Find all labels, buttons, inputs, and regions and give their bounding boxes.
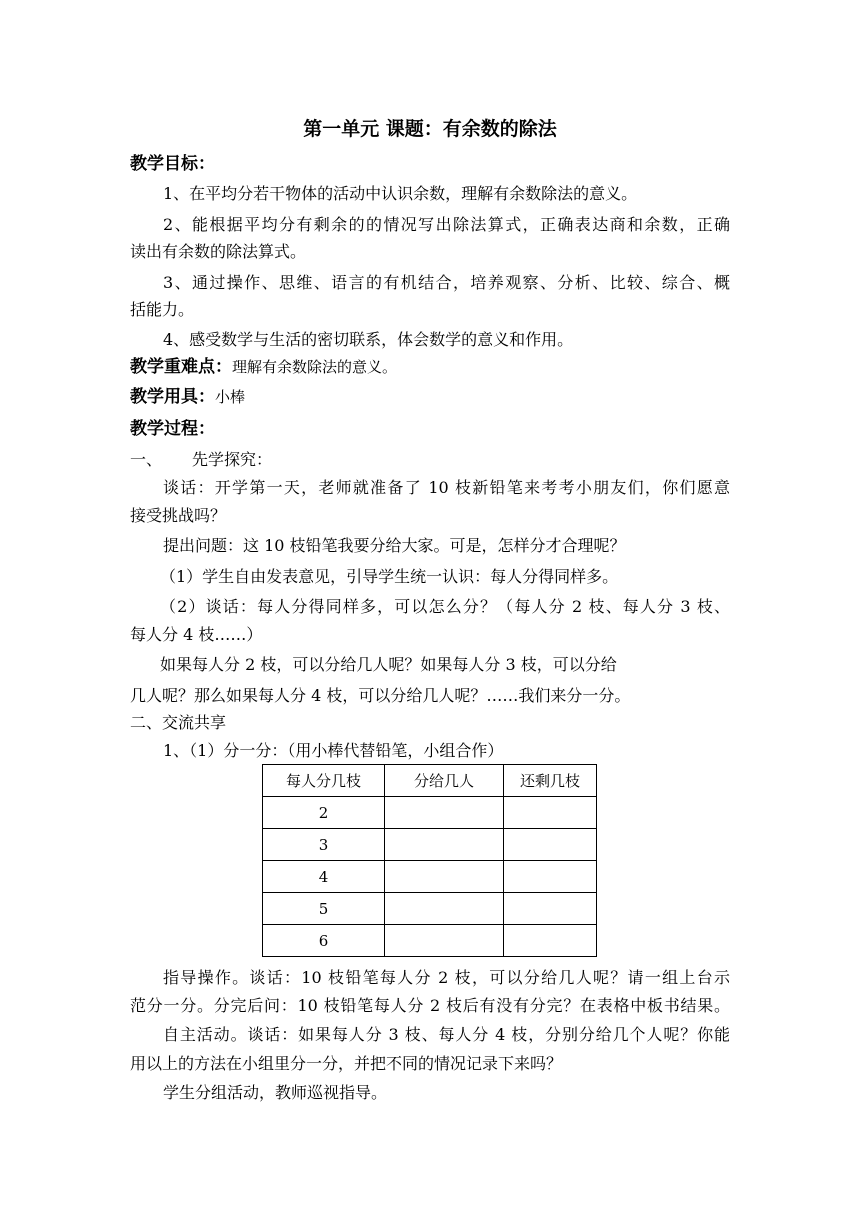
table-cell: 4 <box>263 861 385 893</box>
section-1-title: 先学探究： <box>192 450 273 469</box>
table-cell <box>504 925 597 957</box>
paragraph-7-line-1: 自主活动。谈话：如果每人分 3 枝、每人分 4 枝，分别分给几个人呢？你能 <box>163 1025 730 1044</box>
table-header-people: 分给几人 <box>385 765 504 797</box>
table-cell <box>504 829 597 861</box>
table-cell: 2 <box>263 797 385 829</box>
paragraph-8: 学生分组活动，教师巡视指导。 <box>163 1083 388 1102</box>
table-cell <box>385 829 504 861</box>
table-cell <box>385 893 504 925</box>
table-cell: 5 <box>263 893 385 925</box>
paragraph-5-line-2: 几人呢？那么如果每人分 4 枝，可以分给几人呢？……我们来分一分。 <box>130 686 631 705</box>
paragraph-5-line-1: 如果每人分 2 枝，可以分给几人呢？如果每人分 3 枝，可以分给 <box>160 655 617 674</box>
table-header-remainder: 还剩几枝 <box>504 765 597 797</box>
goal-item-3-line-1: 3、通过操作、思维、语言的有机结合，培养观察、分析、比较、综合、概 <box>163 273 730 292</box>
table-row <box>263 893 597 925</box>
table-cell <box>385 925 504 957</box>
goal-item-2-line-2: 读出有余数的除法算式。 <box>130 242 307 261</box>
paragraph-7-line-2: 用以上的方法在小组里分一分，并把不同的情况记录下来吗？ <box>130 1054 563 1073</box>
step-1: 1、（1）分一分：（用小棒代替铅笔，小组合作） <box>163 741 504 760</box>
table-row <box>263 797 597 829</box>
page-title: 第一单元 课题：有余数的除法 <box>303 118 557 140</box>
table-cell: 6 <box>263 925 385 957</box>
paragraph-4-line-1: （2）谈话：每人分得同样多，可以怎么分？（每人分 2 枝、每人分 3 枝、 <box>160 597 730 616</box>
paragraph-6-line-2: 范分一分。分完后问：10 枝铅笔每人分 2 枝后有没有分完？在表格中板书结果。 <box>130 996 730 1015</box>
table-cell: 3 <box>263 829 385 861</box>
table-row <box>263 861 597 893</box>
paragraph-1-line-1: 谈话：开学第一天，老师就准备了 10 枝新铅笔来考考小朋友们，你们愿意 <box>163 478 730 497</box>
key-point <box>130 356 397 378</box>
paragraph-3: （1）学生自由发表意见，引导学生统一认识：每人分得同样多。 <box>160 567 619 586</box>
goal-item-2-line-1: 2、能根据平均分有剩余的的情况写出除法算式，正确表达商和余数，正确 <box>163 215 730 234</box>
paragraph-1-line-2: 接受挑战吗？ <box>130 506 227 525</box>
table-cell <box>504 797 597 829</box>
allocation-table <box>262 764 597 957</box>
tools-value: 小棒 <box>215 388 246 406</box>
paragraph-6-line-1: 指导操作。谈话：10 枝铅笔每人分 2 枝，可以分给几人呢？请一组上台示 <box>163 968 730 987</box>
paragraph-2: 提出问题：这 10 枝铅笔我要分给大家。可是，怎样分才合理呢？ <box>163 536 626 555</box>
table-row <box>263 829 597 861</box>
paragraph-4-line-2: 每人分 4 枝……） <box>130 625 263 644</box>
key-point-label: 教学重难点： <box>130 357 232 377</box>
goal-item-4: 4、感受数学与生活的密切联系，体会数学的意义和作用。 <box>163 330 574 349</box>
table-row <box>263 925 597 957</box>
tools <box>130 386 245 408</box>
process-heading: 教学过程： <box>130 419 215 439</box>
section-1-marker: 一、 <box>130 450 163 469</box>
table-header-per-person: 每人分几枝 <box>263 765 385 797</box>
table-cell <box>504 861 597 893</box>
key-point-value: 理解有余数除法的意义。 <box>232 358 398 376</box>
goal-item-1: 1、在平均分若干物体的活动中认识余数，理解有余数除法的意义。 <box>163 184 638 203</box>
goal-item-3-line-2: 括能力。 <box>130 300 195 319</box>
table-header-row <box>263 765 597 797</box>
goals-heading: 教学目标： <box>130 154 215 174</box>
section-2-title: 二、交流共享 <box>130 713 227 732</box>
table-cell <box>504 893 597 925</box>
table-cell <box>385 861 504 893</box>
tools-label: 教学用具： <box>130 387 215 407</box>
table-cell <box>385 797 504 829</box>
